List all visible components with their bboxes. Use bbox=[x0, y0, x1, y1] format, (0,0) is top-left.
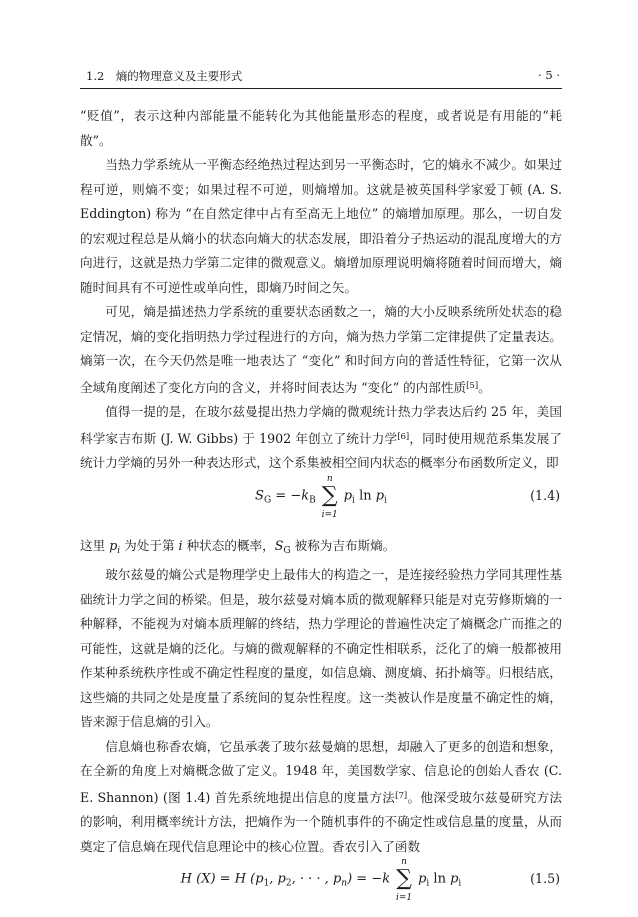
eq2-p2-sub: i bbox=[458, 878, 462, 889]
paragraph-4-text: 值得一提的是，在玻尔兹曼提出热力学熵的微观统计热力学表达后约 25 年，美国科学家吉布斯 (J. W. Gibbs) 于 1902 年创立了统计力学 bbox=[80, 404, 562, 446]
equation-1-5 bbox=[80, 859, 562, 917]
eq2-ln: ln bbox=[429, 871, 451, 887]
eq1-p2: p bbox=[375, 488, 385, 503]
section-title: 1.2 熵的物理意义及主要形式 bbox=[86, 69, 243, 83]
equation-number: (1.4) bbox=[530, 487, 560, 503]
eq1-k-sub: B bbox=[309, 495, 316, 505]
p5-a: 这里 bbox=[80, 537, 110, 553]
page-body bbox=[80, 104, 562, 917]
paragraph-7-text: 信息熵也称香农熵，它虽承袭了玻尔兹曼熵的思想，却融入了更多的创造和想象，在全新的角度上对熵概念做了定义。1948 年，美国数学家、信息论的创始人香农 (C. E. Shannon) (图 1.4) 首先系统地提出信息的度量方法 bbox=[80, 738, 562, 805]
eq1-lhs: S bbox=[255, 488, 264, 503]
running-header bbox=[80, 66, 562, 89]
equation-number-2: (1.5) bbox=[530, 871, 560, 886]
eq2-p: p bbox=[418, 871, 427, 887]
p5-c: 种状态的概率， bbox=[182, 537, 275, 553]
symbol-s: S bbox=[274, 537, 284, 553]
eq1-p-sub: i bbox=[352, 495, 355, 505]
p5-d: 被称为吉布斯熵。 bbox=[290, 537, 396, 553]
eq2-sub-2: 2 bbox=[285, 878, 292, 889]
eq2-args: , p bbox=[269, 871, 286, 887]
eq2-p-sub: i bbox=[426, 878, 430, 889]
eq1-p: p bbox=[343, 488, 353, 503]
gibbs-entropy-formula bbox=[80, 473, 562, 520]
paragraph-7-end: 。他深受玻尔兹曼研究方法的影响，利用概率统计方法，把熵作为一个随机事件的不确定性或信息量的度量，从而奠定了信息熵在现代信息理论中的核心位置。香农引入了函数 bbox=[80, 789, 563, 854]
eq2-sub-1: 1 bbox=[263, 878, 270, 889]
page-number: · 5 · bbox=[538, 68, 560, 82]
summation-symbol: ∑ n i=1 bbox=[320, 486, 340, 506]
paragraph-7 bbox=[80, 735, 562, 860]
eq2-dots: , · · · , p bbox=[291, 871, 342, 887]
paragraph-3-text: 可见，熵是描述热力学系统的重要状态函数之一，熵的大小反映系统所处状态的稳定情况，熵的变化指明热力学过程进行的方向，熵为热力学第二定律提供了定量表达。熵第一次，在今天仍然是唯一地表达了 “变化” 和时间方向的普适性特征，它第一次从全域角度阐述了变化方向的含义，并将时间表达为 “变化” 的内部性质 bbox=[80, 304, 562, 395]
eq2-close: ) = −k bbox=[347, 871, 391, 887]
eq2-lhs: H (X) = H (p bbox=[180, 871, 264, 887]
sum-lower-limit: i=1 bbox=[321, 509, 338, 520]
sum2-lower-limit: i=1 bbox=[396, 893, 413, 903]
p5-b: 为处于第 bbox=[120, 537, 179, 553]
symbol-i: i bbox=[178, 537, 183, 553]
eq2-p2: p bbox=[450, 871, 459, 887]
paragraph-4 bbox=[80, 400, 562, 476]
sum2-upper-limit: n bbox=[401, 857, 407, 867]
paragraph-5 bbox=[80, 534, 562, 564]
eq1-mid: = −k bbox=[271, 488, 310, 503]
eq1-ln: ln bbox=[354, 488, 376, 503]
paragraph-3-end: 。 bbox=[478, 379, 491, 395]
citation-5[interactable]: [5] bbox=[466, 380, 479, 391]
paragraph-4-end: ，同时使用规范系集发展了统计力学熵的另外一种表达形式，这个系集被相空间内状态的概率分布函数所定义，即 bbox=[80, 430, 563, 470]
symbol-s-sub: G bbox=[283, 545, 291, 556]
shannon-entropy-formula bbox=[80, 857, 562, 903]
eq2-sub-n: n bbox=[341, 878, 348, 889]
paragraph-6: 玻尔兹曼的熵公式是物理学史上最伟大的构造之一，是连接经验热力学同其理性基础统计力学之间的桥梁。但是，玻尔兹曼对熵本质的微观解释只能是对克劳修斯熵的一种解释，不能视为对熵本质理解的终结，热力学理论的普遍性决定了熵概念广而推之的可能性，这就是熵的泛化。与熵的微观解释的不确定性相联系，泛化了的熵一般都被用作某种系统秩序性或不确定性程度的量度，如信息熵、测度熵、拓扑熵等。归根结底，这些熵的共同之处是度量了系统间的复杂性程度。这一类被认作是度量不确定性的熵，皆来源于信息熵的引入。 bbox=[80, 567, 562, 729]
sum-upper-limit: n bbox=[326, 473, 333, 484]
citation-6[interactable]: [6] bbox=[397, 431, 410, 442]
paragraph-3 bbox=[80, 300, 562, 400]
symbol-p-sub: i bbox=[117, 545, 121, 556]
paragraph-2: 当热力学系统从一平衡态经绝热过程达到另一平衡态时，它的熵永不减少。如果过程可逆，则熵不变；如果过程不可逆，则熵增加。这就是被英国科学家爱丁顿 (A. S. Eddington) 称为 “在自然定律中占有至高无上地位” 的熵增加原理。那么，一切自发的宏观过程总是从熵小的状态向熵大的状态发展，即沿着分子热运动的混乱度增大的方向进行，这就是热力学第二定律的微观意义。熵增加原理说明熵将随着时间而增大，熵随时间具有不可逆性或单向性，即熵乃时间之矢。 bbox=[80, 157, 562, 295]
citation-7[interactable]: [7] bbox=[395, 790, 408, 801]
paragraph-1: “贬值”，表示这种内部能量不能转化为其他能量形态的程度，或者说是有用能的“耗散”。 bbox=[80, 108, 562, 148]
summation-symbol-2: ∑ n i=1 bbox=[394, 869, 414, 889]
eq1-p2-sub: i bbox=[384, 495, 387, 505]
equation-1-4 bbox=[80, 473, 562, 534]
eq1-lhs-sub: G bbox=[263, 495, 272, 505]
symbol-p: p bbox=[109, 537, 118, 553]
